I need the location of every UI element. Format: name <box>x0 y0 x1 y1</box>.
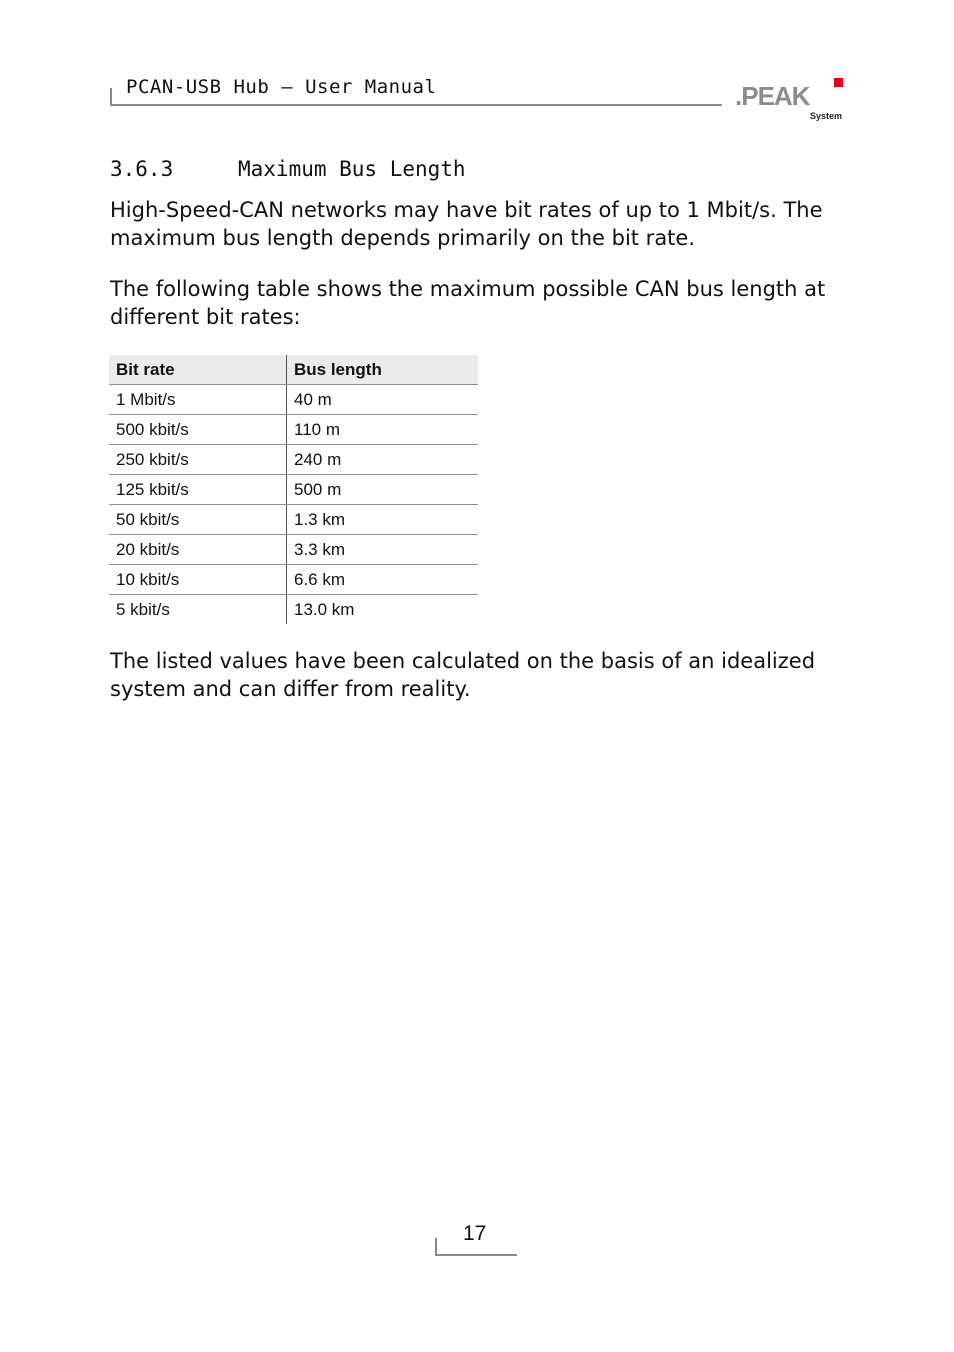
bit-rate-cell: 20 kbit/s <box>109 535 287 565</box>
footer-rule <box>435 1254 517 1256</box>
bus-length-cell: 40 m <box>287 385 479 415</box>
bus-length-cell: 1.3 km <box>287 505 479 535</box>
table-row <box>109 595 478 625</box>
bit-rate-cell: 5 kbit/s <box>109 595 287 625</box>
bit-rate-cell: 50 kbit/s <box>109 505 287 535</box>
peak-system-logo <box>733 78 849 124</box>
logo-red-square-icon <box>834 78 843 87</box>
bit-rate-cell: 500 kbit/s <box>109 415 287 445</box>
bus-length-cell: 13.0 km <box>294 599 355 619</box>
logo-wordmark: .PEAK <box>735 81 810 111</box>
table-row <box>109 565 478 595</box>
section-heading <box>110 157 466 181</box>
bus-length-cell: 110 m <box>287 415 479 445</box>
table-row <box>109 415 478 445</box>
table-intro-paragraph: The following table shows the maximum possible CAN bus length at different bit rates: <box>110 277 826 329</box>
section-number: 3.6.3 <box>110 157 174 181</box>
column-header-bus-length: Bus length <box>287 355 479 385</box>
table-row <box>109 505 478 535</box>
logo-subtext: System <box>810 111 843 121</box>
bus-length-table <box>109 355 478 624</box>
document-header-title: PCAN-USB Hub – User Manual <box>126 76 437 98</box>
bus-length-cell: 240 m <box>287 445 479 475</box>
intro-paragraph: High-Speed-CAN networks may have bit rates of up to 1 Mbit/s. The maximum bus length depends primarily on the bit rate. <box>110 198 823 250</box>
header-rule <box>110 104 722 106</box>
table-row <box>109 445 478 475</box>
column-header-bit-rate: Bit rate <box>109 355 287 385</box>
bus-length-cell: 6.6 km <box>287 565 479 595</box>
bit-rate-cell: 250 kbit/s <box>109 445 287 475</box>
page-number: 17 <box>463 1222 487 1245</box>
bus-length-cell: 500 m <box>287 475 479 505</box>
bus-length-cell: 3.3 km <box>287 535 479 565</box>
disclaimer-paragraph: The listed values have been calculated on the basis of an idealized system and can differ from reality. <box>110 649 816 701</box>
bit-rate-cell: 125 kbit/s <box>109 475 287 505</box>
section-title: Maximum Bus Length <box>238 157 466 181</box>
table-row <box>109 475 478 505</box>
bit-rate-cell: 1 Mbit/s <box>109 385 287 415</box>
table-header-row <box>109 355 478 385</box>
bit-rate-cell: 10 kbit/s <box>109 565 287 595</box>
table-row <box>109 385 478 415</box>
table-row <box>109 535 478 565</box>
